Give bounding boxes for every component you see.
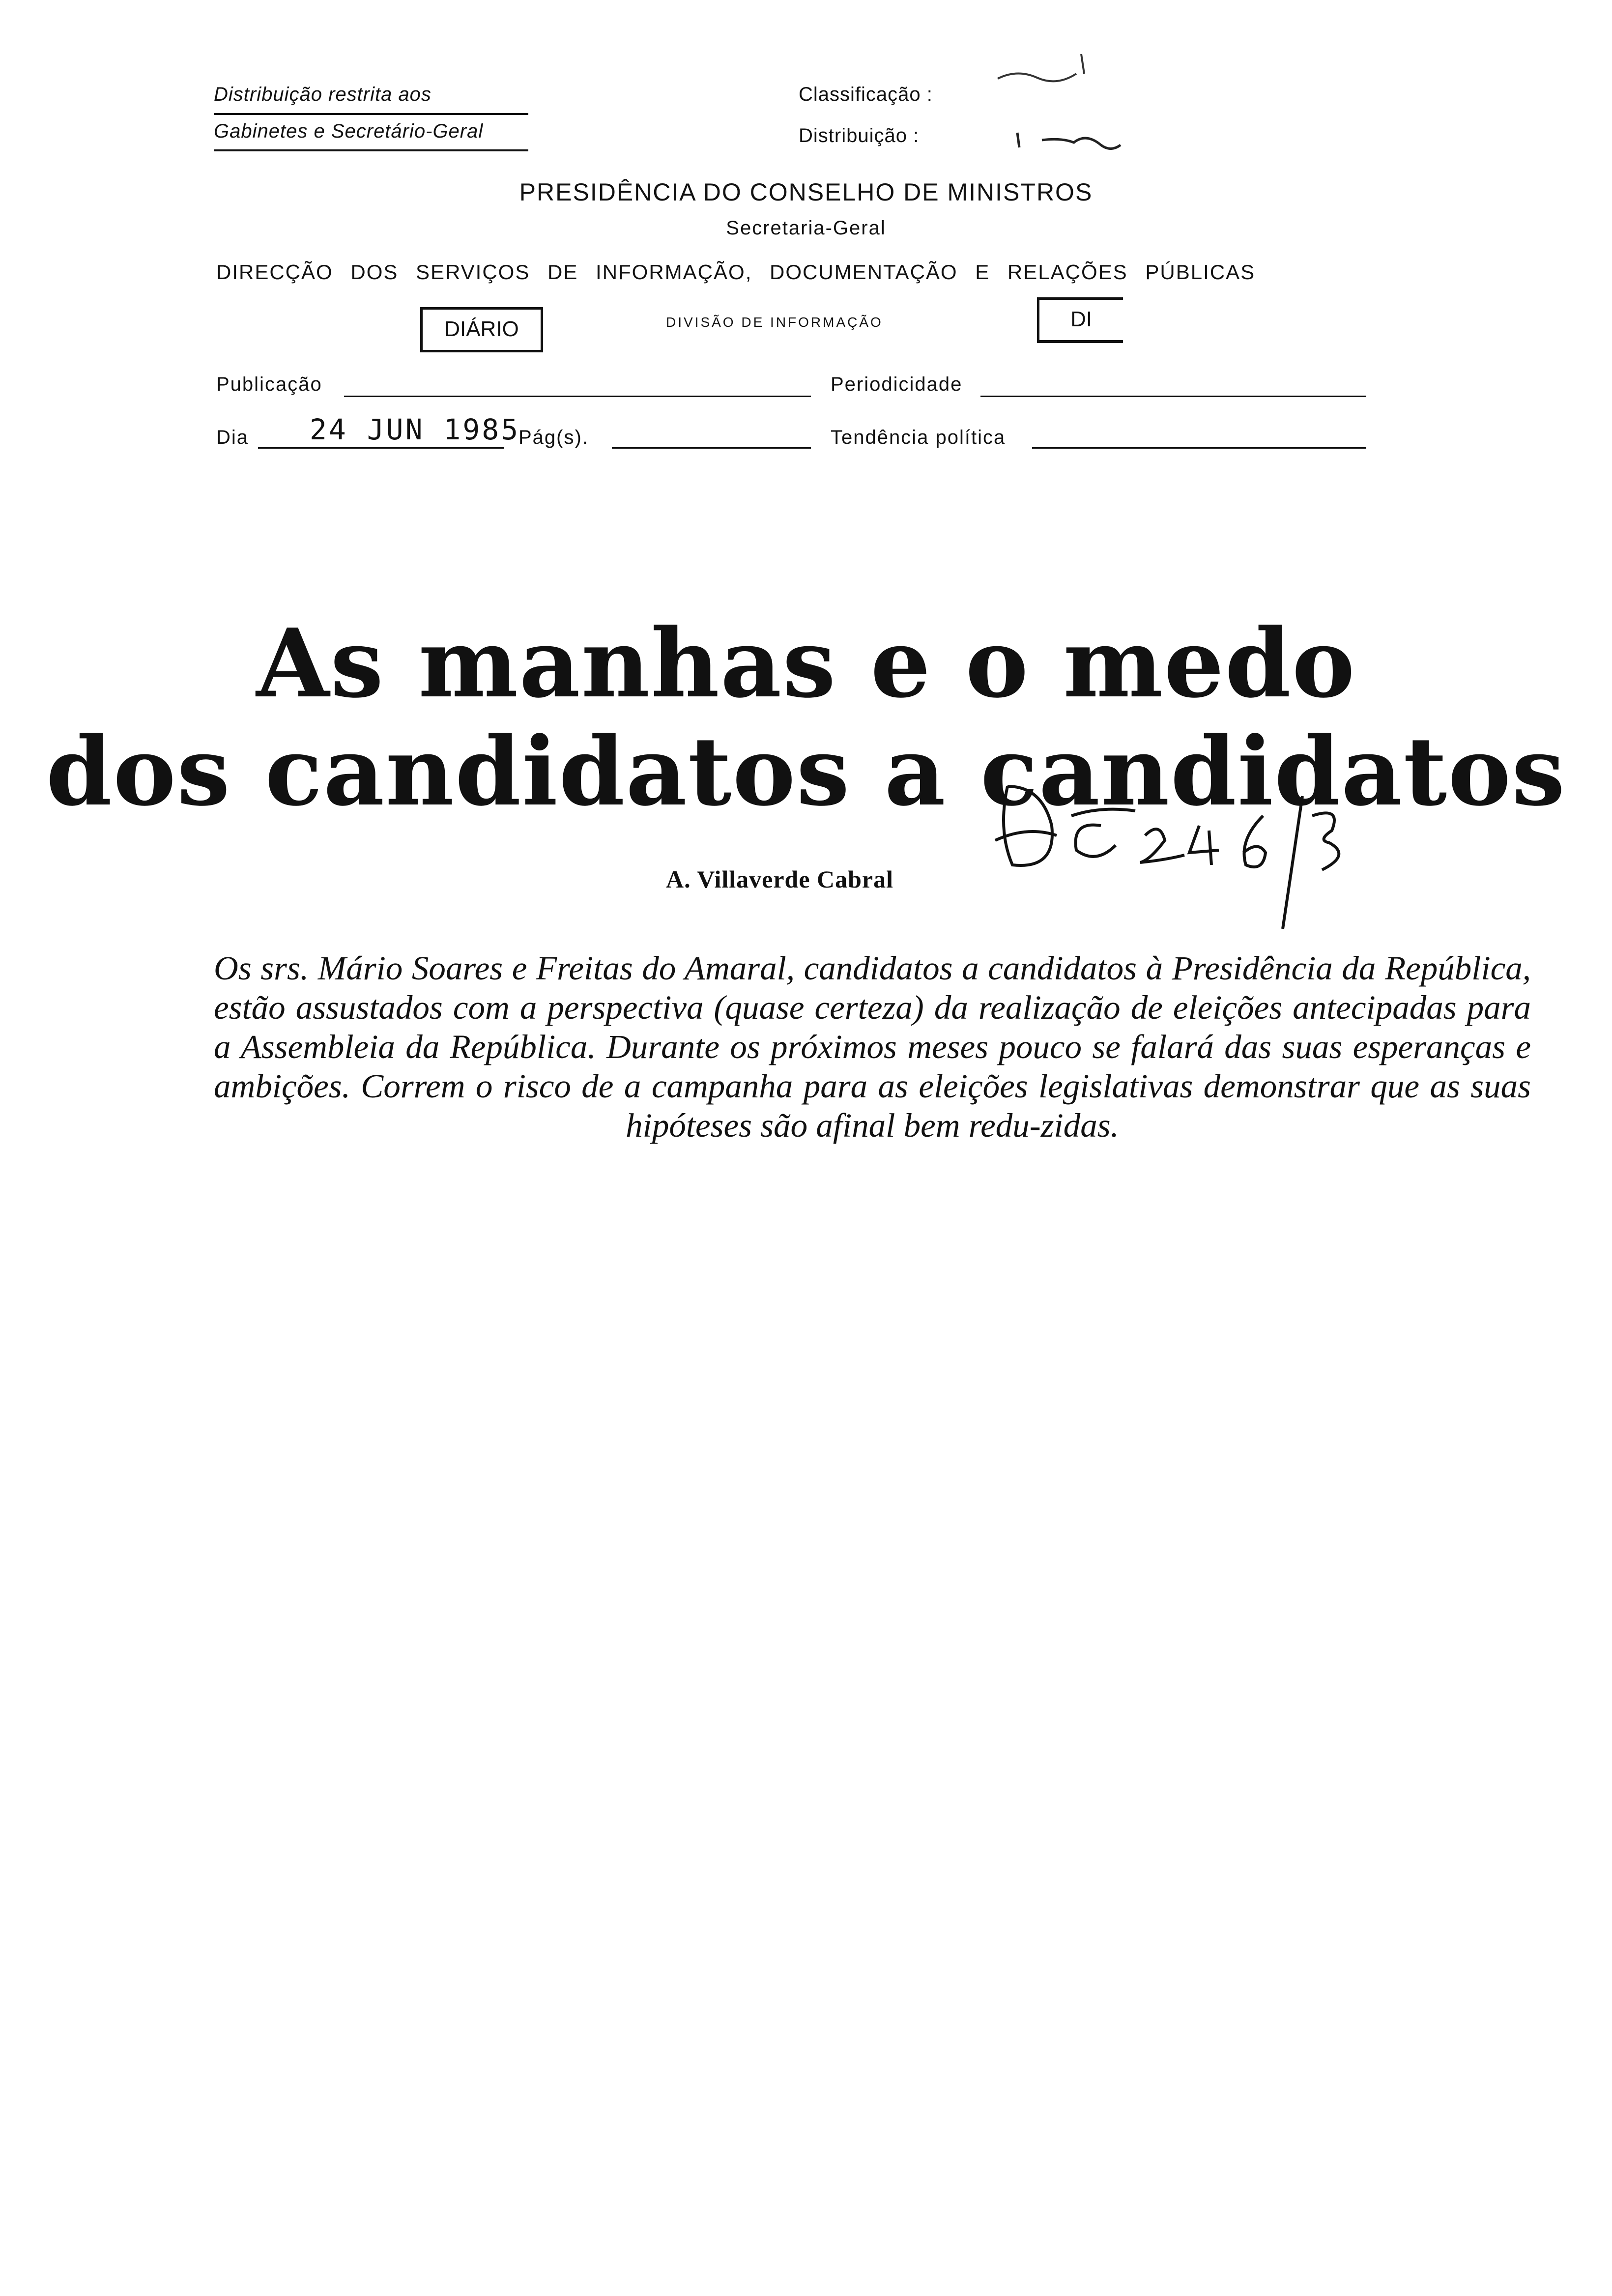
pags-label: Pág(s). <box>518 427 589 448</box>
dia-value: 24 JUN 1985 <box>310 413 520 446</box>
publicacao-label: Publicação <box>216 373 322 395</box>
department-title: Secretaria-Geral <box>726 217 886 239</box>
tendencia-label: Tendência política <box>831 427 1006 448</box>
division-stamp: DI <box>1037 297 1123 343</box>
division-title: DIVISÃO DE INFORMAÇÃO <box>666 315 883 330</box>
restricted-underline-2 <box>214 149 528 151</box>
distribuicao-label: Distribuição : <box>799 125 920 146</box>
periodicidade-line <box>980 396 1366 397</box>
publication-stamp: DIÁRIO <box>420 307 543 352</box>
publicacao-line <box>344 396 811 397</box>
article-lead: Os srs. Mário Soares e Freitas do Amaral, candidatos a candidatos à Presidência da República, estão assustados com a perspectiva (quase certeza) da realização de eleições antecipadas para a Assembleia da República. Durante os próximos meses pouco se falará das suas esperanças e ambições. Correm o risco de a campanha para as eleições legislativas demonstrar que as suas hipóteses são afinal bem redu-zidas. <box>214 949 1531 1144</box>
restricted-distribution-line1: Distribuição restrita aos <box>214 84 432 105</box>
restricted-underline-1 <box>214 113 528 115</box>
classification-scribble <box>988 39 1165 167</box>
dia-label: Dia <box>216 427 249 448</box>
headline-line2: dos candidatos a candidatos <box>46 717 1566 827</box>
headline-line1: As manhas e o medo <box>256 608 1356 719</box>
directorate-title: DIRECÇÃO DOS SERVIÇOS DE INFORMAÇÃO, DOCUMENTAÇÃO E RELAÇÕES PÚBLICAS <box>216 260 1256 284</box>
article-author: A. Villaverde Cabral <box>666 865 894 893</box>
classificacao-label: Classificação : <box>799 84 933 105</box>
periodicidade-label: Periodicidade <box>831 373 963 395</box>
organization-title: PRESIDÊNCIA DO CONSELHO DE MINISTROS <box>519 178 1093 206</box>
tendencia-line <box>1032 447 1366 449</box>
restricted-distribution-line2: Gabinetes e Secretário-Geral <box>214 120 484 142</box>
handwritten-annotation <box>988 767 1371 929</box>
dia-line <box>258 447 504 449</box>
pags-line <box>612 447 811 449</box>
